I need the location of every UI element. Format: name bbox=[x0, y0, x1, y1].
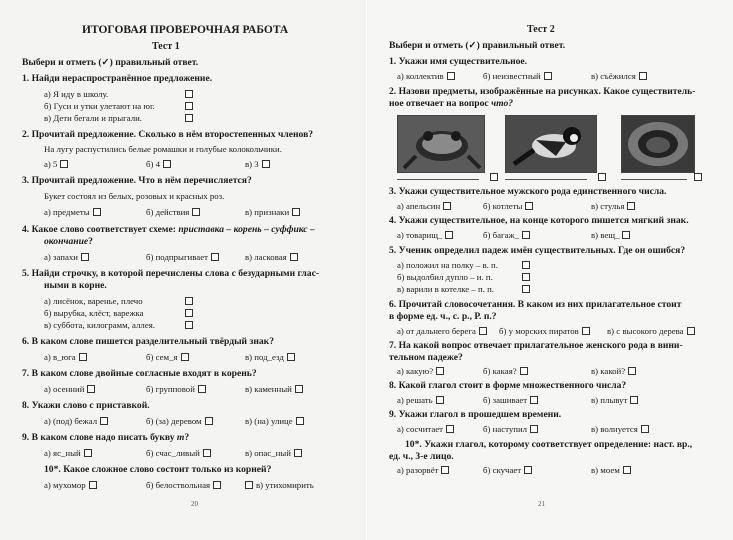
option: б) у морских пиратов bbox=[499, 326, 590, 336]
answer-checkbox[interactable] bbox=[447, 72, 455, 80]
question-4: 4. Какое слово соответствует схеме: приставка – корень – суффикс – bbox=[22, 224, 315, 235]
answer-checkbox[interactable] bbox=[582, 327, 590, 335]
option: б) подпрыгивает bbox=[146, 252, 219, 262]
answer-checkbox[interactable] bbox=[262, 160, 270, 168]
option: в) волнуется bbox=[591, 424, 649, 434]
question-7: 7. В каком слове двойные согласные входят в корень? bbox=[22, 368, 257, 379]
answer-checkbox[interactable] bbox=[628, 367, 636, 375]
question-4: 4. Укажи существительное, на конце которого пишется мягкий знак. bbox=[389, 215, 689, 226]
option: в) признаки bbox=[245, 207, 300, 217]
question-2-cont: ное отвечает на вопрос что? bbox=[389, 98, 514, 109]
bird-image bbox=[505, 115, 597, 173]
instruction: Выбери и отметь (✓) правильный ответ. bbox=[389, 40, 566, 51]
answer-checkbox[interactable] bbox=[296, 417, 304, 425]
answer-checkbox[interactable] bbox=[627, 202, 635, 210]
option: а) от дальнего берега bbox=[397, 326, 487, 336]
answer-checkbox[interactable] bbox=[598, 173, 606, 181]
option: в) опас_ный bbox=[245, 448, 302, 458]
question-3: 3. Прочитай предложение. Что в нём перечисляется? bbox=[22, 175, 252, 186]
option: б) какая? bbox=[483, 366, 528, 376]
option: в) плывут bbox=[591, 395, 638, 405]
answer-checkbox[interactable] bbox=[203, 449, 211, 457]
option: а) предметы bbox=[44, 207, 101, 217]
option: б) белоствольная bbox=[146, 480, 221, 490]
question-2: 2. Назови предметы, изображённые на рисунках. Какое существитель- bbox=[389, 86, 696, 97]
answer-checkbox[interactable] bbox=[520, 367, 528, 375]
question-6: 6. Прочитай словосочетания. В каком из них прилагательное стоит bbox=[389, 299, 682, 310]
answer-checkbox[interactable] bbox=[522, 231, 530, 239]
answer-checkbox[interactable] bbox=[524, 466, 532, 474]
option: б) вырубка, клёст, варежка bbox=[44, 308, 144, 318]
bird-icon bbox=[506, 116, 596, 172]
option: в) ласковая bbox=[245, 252, 298, 262]
option: б) Гуси и утки улетают на юг. bbox=[44, 101, 155, 111]
answer-checkbox[interactable] bbox=[630, 396, 638, 404]
answer-checkbox[interactable] bbox=[441, 466, 449, 474]
answer-checkbox[interactable] bbox=[185, 90, 193, 98]
option: а) решать bbox=[397, 395, 444, 405]
answer-checkbox[interactable] bbox=[641, 425, 649, 433]
option: б) зашивает bbox=[483, 395, 538, 405]
answer-checkbox[interactable] bbox=[445, 231, 453, 239]
answer-checkbox[interactable] bbox=[213, 481, 221, 489]
answer-checkbox[interactable] bbox=[60, 160, 68, 168]
option: а) коллектив bbox=[397, 71, 455, 81]
option: б) 4 bbox=[146, 159, 171, 169]
answer-checkbox[interactable] bbox=[185, 309, 193, 317]
option: а) осенний bbox=[44, 384, 95, 394]
answer-checkbox[interactable] bbox=[490, 173, 498, 181]
right-page bbox=[367, 0, 733, 540]
answer-checkbox[interactable] bbox=[294, 449, 302, 457]
option: а) лисёнок, варенье, плечо bbox=[44, 296, 143, 306]
option: а) (под) бежал bbox=[44, 416, 108, 426]
answer-checkbox[interactable] bbox=[436, 396, 444, 404]
question-9: 9. Укажи глагол в прошедшем времени. bbox=[389, 409, 562, 420]
question-1: 1. Укажи имя существительное. bbox=[389, 56, 528, 67]
question-5-cont: ными в корне. bbox=[44, 280, 107, 291]
answer-checkbox[interactable] bbox=[522, 285, 530, 293]
answer-checkbox[interactable] bbox=[79, 353, 87, 361]
test-title: Тест 1 bbox=[152, 41, 180, 52]
answer-checkbox[interactable] bbox=[205, 417, 213, 425]
instruction: Выбери и отметь (✓) правильный ответ. bbox=[22, 57, 199, 68]
frog-image bbox=[397, 115, 485, 173]
question-5: 5. Ученик определил падеж имён существительных. Где он ошибся? bbox=[389, 245, 686, 256]
page-number: 21 bbox=[538, 500, 545, 508]
option: а) запахи bbox=[44, 252, 89, 262]
answer-checkbox[interactable] bbox=[192, 208, 200, 216]
answer-checkbox[interactable] bbox=[522, 273, 530, 281]
answer-checkbox[interactable] bbox=[181, 353, 189, 361]
option: а) товарищ_ bbox=[397, 230, 453, 240]
option: а) разорвёт bbox=[397, 465, 449, 475]
question-10-cont: ед. ч., 3-е лицо. bbox=[389, 451, 454, 462]
answer-checkbox[interactable] bbox=[292, 208, 300, 216]
answer-checkbox[interactable] bbox=[687, 327, 695, 335]
option: б) багаж_ bbox=[483, 230, 530, 240]
question-10: 10*. Какое сложное слово состоит только из корней? bbox=[44, 464, 272, 475]
answer-checkbox[interactable] bbox=[544, 72, 552, 80]
answer-checkbox[interactable] bbox=[623, 466, 631, 474]
question-4-cont: окончание? bbox=[44, 236, 93, 247]
answer-checkbox[interactable] bbox=[87, 385, 95, 393]
option: в) съёжился bbox=[591, 71, 647, 81]
option: а) апельсин bbox=[397, 201, 451, 211]
question-9: 9. В каком слове надо писать букву т? bbox=[22, 432, 190, 443]
option: а) яс_ный bbox=[44, 448, 92, 458]
answer-checkbox[interactable] bbox=[89, 481, 97, 489]
question-7: 7. На какой вопрос отвечает прилагательное женского рода в вини- bbox=[389, 340, 683, 351]
answer-checkbox[interactable] bbox=[93, 208, 101, 216]
frog-icon bbox=[398, 116, 484, 172]
answer-checkbox[interactable] bbox=[245, 481, 253, 489]
answer-checkbox[interactable] bbox=[479, 327, 487, 335]
test-title: Тест 2 bbox=[527, 24, 555, 35]
answer-checkbox[interactable] bbox=[185, 102, 193, 110]
answer-checkbox[interactable] bbox=[290, 253, 298, 261]
sentence: Букет состоял из белых, розовых и красных роз. bbox=[44, 191, 225, 201]
option: а) какую? bbox=[397, 366, 444, 376]
answer-line bbox=[505, 179, 587, 180]
answer-checkbox[interactable] bbox=[185, 321, 193, 329]
answer-checkbox[interactable] bbox=[694, 173, 702, 181]
option: б) счас_ливый bbox=[146, 448, 211, 458]
question-5: 5. Найди строчку, в которой перечислены слова с безударными глас- bbox=[22, 268, 320, 279]
answer-checkbox[interactable] bbox=[287, 353, 295, 361]
nest-icon bbox=[622, 116, 694, 172]
option: в) варили в котелке – п. п. bbox=[397, 284, 494, 294]
question-8: 8. Укажи слово с приставкой. bbox=[22, 400, 150, 411]
question-1: 1. Найди нераспространённое предложение. bbox=[22, 73, 213, 84]
option: б) (за) деревом bbox=[146, 416, 213, 426]
answer-checkbox[interactable] bbox=[211, 253, 219, 261]
option: а) Я иду в школу. bbox=[44, 89, 109, 99]
question-2: 2. Прочитай предложение. Сколько в нём второстепенных членов? bbox=[22, 129, 314, 140]
answer-checkbox[interactable] bbox=[84, 449, 92, 457]
answer-checkbox[interactable] bbox=[295, 385, 303, 393]
answer-checkbox[interactable] bbox=[443, 202, 451, 210]
option: в) с высокого дерева bbox=[607, 326, 695, 336]
answer-checkbox[interactable] bbox=[185, 297, 193, 305]
option: в) какой? bbox=[591, 366, 636, 376]
option: в) суббота, килограмм, аллея. bbox=[44, 320, 155, 330]
answer-checkbox[interactable] bbox=[639, 72, 647, 80]
option: в) каменный bbox=[245, 384, 303, 394]
option: б) котлеты bbox=[483, 201, 533, 211]
option: а) 5 bbox=[44, 159, 68, 169]
question-6: 6. В каком слове пишется разделительный твёрдый знак? bbox=[22, 336, 274, 347]
answer-checkbox[interactable] bbox=[81, 253, 89, 261]
nest-image bbox=[621, 115, 695, 173]
answer-line bbox=[621, 179, 687, 180]
option: б) неизвестный bbox=[483, 71, 552, 81]
answer-checkbox[interactable] bbox=[100, 417, 108, 425]
answer-checkbox[interactable] bbox=[522, 261, 530, 269]
option: в) моем bbox=[591, 465, 631, 475]
answer-checkbox[interactable] bbox=[185, 114, 193, 122]
answer-checkbox[interactable] bbox=[530, 396, 538, 404]
answer-checkbox[interactable] bbox=[530, 425, 538, 433]
option: б) выдолбил дупло – и. п. bbox=[397, 272, 493, 282]
option: в) утихомирить bbox=[245, 480, 314, 490]
answer-checkbox[interactable] bbox=[525, 202, 533, 210]
question-10: 10*. Укажи глагол, которому соответствует определение: наст. вр., bbox=[405, 439, 693, 450]
answer-checkbox[interactable] bbox=[436, 367, 444, 375]
answer-checkbox[interactable] bbox=[163, 160, 171, 168]
option: а) сосчитает bbox=[397, 424, 454, 434]
option: в) под_езд bbox=[245, 352, 295, 362]
option: б) наступил bbox=[483, 424, 538, 434]
page-title: ИТОГОВАЯ ПРОВЕРОЧНАЯ РАБОТА bbox=[82, 24, 289, 36]
left-page bbox=[0, 0, 366, 540]
question-7-cont: тельном падеже? bbox=[389, 352, 463, 363]
question-3: 3. Укажи существительное мужского рода единственного числа. bbox=[389, 186, 667, 197]
answer-checkbox[interactable] bbox=[622, 231, 630, 239]
question-6-cont: в форме ед. ч., с. р., Р. п.? bbox=[389, 311, 497, 322]
option: а) положил на полку – в. п. bbox=[397, 260, 498, 270]
answer-checkbox[interactable] bbox=[198, 385, 206, 393]
question-8: 8. Какой глагол стоит в форме множественного числа? bbox=[389, 380, 627, 391]
sentence: На лугу распустились белые ромашки и голубые колокольчики. bbox=[44, 144, 282, 154]
option: в) вещ_ bbox=[591, 230, 630, 240]
option: б) групповой bbox=[146, 384, 206, 394]
option: в) 3 bbox=[245, 159, 270, 169]
page-number: 20 bbox=[191, 500, 198, 508]
option: б) сем_я bbox=[146, 352, 189, 362]
option: б) действия bbox=[146, 207, 200, 217]
option: а) в_юга bbox=[44, 352, 87, 362]
option: в) (на) улице bbox=[245, 416, 304, 426]
answer-line bbox=[397, 179, 479, 180]
option: в) Дети бегали и прыгали. bbox=[44, 113, 143, 123]
answer-checkbox[interactable] bbox=[446, 425, 454, 433]
option: в) стулья bbox=[591, 201, 635, 211]
option: а) мухомор bbox=[44, 480, 97, 490]
option: б) скучает bbox=[483, 465, 532, 475]
